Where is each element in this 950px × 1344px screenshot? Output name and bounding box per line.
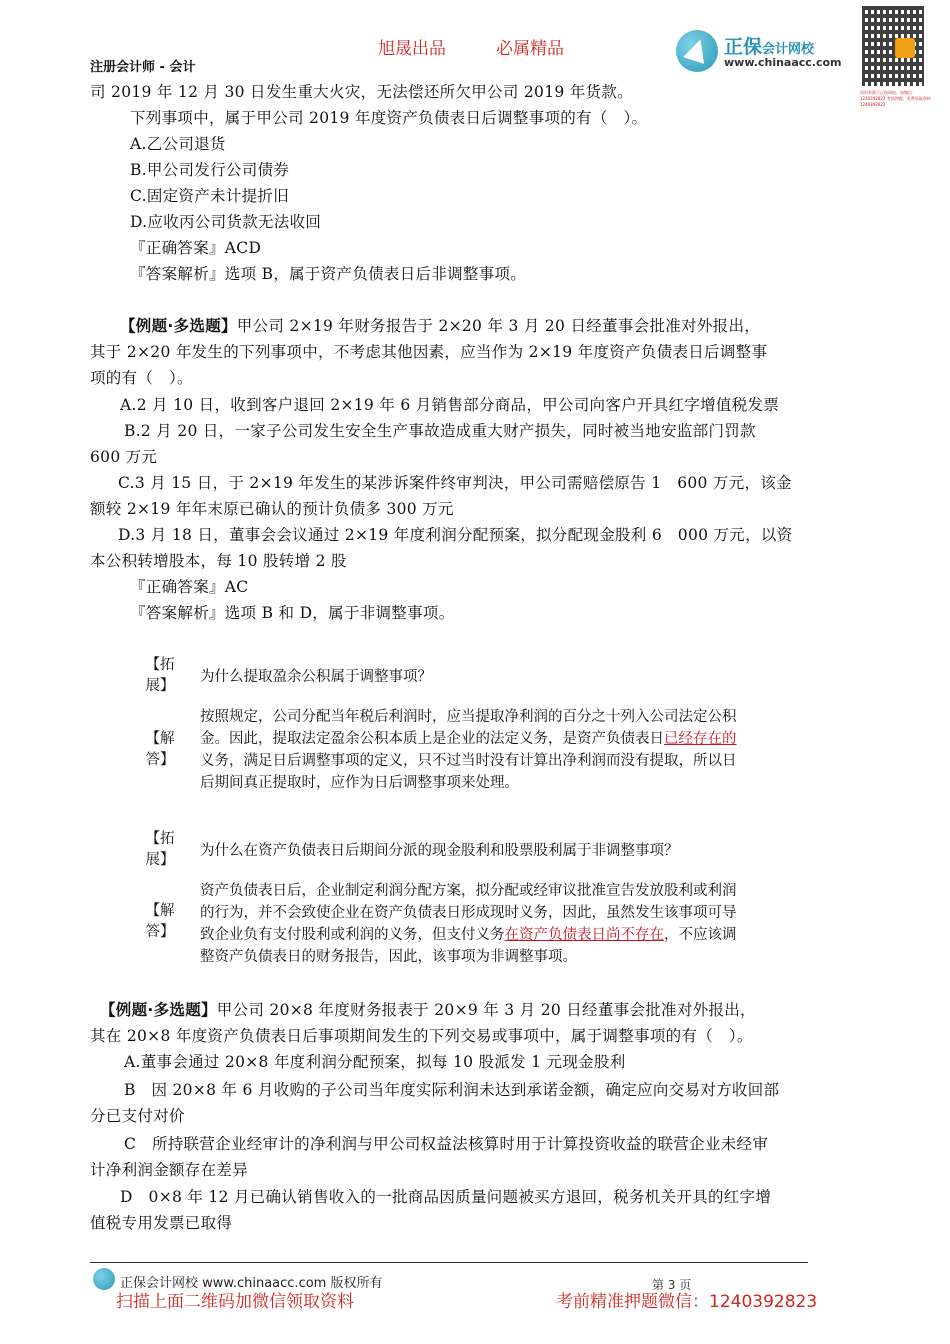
ext1-highlight: 已经存在的 <box>664 731 737 747</box>
example1-answer: 『正确答案』AC <box>130 578 249 596</box>
ext1-answer-4: 后期间真正提取时，应作为日后调整事项来处理。 <box>200 775 519 791</box>
example1-option-d: D.3 月 18 日，董事会会议通过 2×19 年度利润分配预案，拟分配现金股利 6 000 万元，以资 <box>118 526 793 544</box>
qr-badge-icon <box>895 38 915 58</box>
header-slogan-right: 必属精品 <box>496 39 564 59</box>
footer-promo-left: 扫描上面二维码加微信领取资料 <box>116 1292 354 1312</box>
example1-option-b: B.2 月 20 日，一家子公司发生安全生产事故造成重大财产损失，同时被当地安监部门罚款 <box>124 422 756 440</box>
example2-option-c: C 所持联营企业经审计的净利润与甲公司权益法核算时用于计算投资收益的联营企业未经审 <box>124 1135 769 1153</box>
example1-option-c-cont: 额较 2×19 年年末原已确认的预计负债多 300 万元 <box>90 500 454 518</box>
example1-option-b-cont: 600 万元 <box>90 448 158 466</box>
example2-option-b: B 因 20×8 年 6 月收购的子公司当年度实际利润未达到承诺金额，确定应向交易对方收回部 <box>124 1081 780 1099</box>
example2-option-d: D 0×8 年 12 月已确认销售收入的一批商品因质量问题被买方退回，税务机关开具的红字增 <box>120 1188 772 1206</box>
example1-option-c: C.3 月 15 日，于 2×19 年发生的某涉诉案件终审判决，甲公司需赔偿原告 1 600 万元，该金 <box>118 474 792 492</box>
ext1-label: 【拓 展】 <box>145 657 175 694</box>
intro-answer: 『正确答案』ACD <box>130 239 262 257</box>
intro-option-c: C.固定资产未计提折旧 <box>130 187 290 205</box>
intro-line: 司 2019 年 12 月 30 日发生重大火灾，无法偿还所欠甲公司 2019 年货款。 <box>90 83 633 101</box>
ext2-answer-4: 整资产负债表日的财务报告，因此，该事项为非调整事项。 <box>200 949 577 965</box>
page-number: 第 3 页 <box>652 1278 692 1292</box>
ext2-question: 为什么在资产负债表日后期间分派的现金股利和股票股利属于非调整事项？ <box>200 843 679 859</box>
ext2-answer-label: 【解 答】 <box>145 903 175 940</box>
logo-brand: 正保会计网校 <box>724 36 815 58</box>
example1-analysis: 『答案解析』选项 B 和 D，属于非调整事项。 <box>130 604 455 622</box>
subject-title: 注册会计师 - 会计 <box>90 60 196 75</box>
footer-logo-icon <box>93 1268 115 1290</box>
ext2-label: 【拓 展】 <box>145 831 175 868</box>
ext1-answer-3: 义务，满足日后调整事项的定义，只不过当时没有计算出净利润而没有提取，所以日 <box>200 753 737 769</box>
footer-promo-right: 考前精准押题微信：1240392823 <box>556 1292 818 1312</box>
ext2-highlight: 在资产负债表日尚不存在 <box>504 927 664 943</box>
example2-stem-1: 【例题·多选题】甲公司 20×8 年度财务报表于 20×9 年 3 月 20 日经董事会批准对外报出， <box>100 1001 756 1019</box>
example2-option-c-cont: 计净利润金额存在差异 <box>90 1161 249 1179</box>
ext1-answer-1: 按照规定，公司分配当年税后利润时，应当提取净利润的百分之十列入公司法定公积 <box>200 709 737 725</box>
ext1-answer-label: 【解 答】 <box>145 731 175 768</box>
example1-stem-2: 其于 2×20 年发生的下列事项中，不考虑其他因素，应当作为 2×19 年度资产负债表日后调整事 <box>90 343 768 361</box>
chinaacc-logo <box>676 28 856 74</box>
example1-option-d-cont: 本公积转增股本，每 10 股转增 2 股 <box>90 552 347 570</box>
header-slogan-left: 旭晟出品 <box>378 39 446 59</box>
ext1-answer-2: 金。因此，提取法定盈余公积本质上是企业的法定义务，是资产负债表日已经存在的 <box>200 731 737 747</box>
ext1-question: 为什么提取盈余公积属于调整事项？ <box>200 669 432 685</box>
intro-question: 下列事项中，属于甲公司 2019 年度资产负债表日后调整事项的有（ ）。 <box>130 109 648 127</box>
example2-option-d-cont: 值税专用发票已取得 <box>90 1214 233 1232</box>
ext2-answer-1: 资产负债表日后，企业制定利润分配方案，拟分配或经审议批准宣告发放股利或利润 <box>200 883 737 899</box>
example1-stem-3: 项的有（ ）。 <box>90 369 193 387</box>
footer-copyright: 正保会计网校 www.chinaacc.com 版权所有 <box>120 1276 383 1291</box>
example2-option-b-cont: 分已支付对价 <box>90 1107 185 1125</box>
example1-option-a: A.2 月 10 日，收到客户退回 2×19 年 6 月销售部分商品，甲公司向客户开具红字增值税发票 <box>120 396 780 414</box>
footer-divider <box>90 1262 808 1263</box>
ext2-answer-2: 的行为，并不会致使企业在资产负债表日形成现时义务，因此，虽然发生该事项可导 <box>200 905 737 921</box>
logo-emblem-icon <box>676 30 718 72</box>
example1-stem-1: 【例题·多选题】甲公司 2×19 年财务报告于 2×20 年 3 月 20 日经董事会批准对外报出， <box>120 317 761 335</box>
intro-option-a: A.乙公司退货 <box>130 135 226 153</box>
intro-analysis: 『答案解析』选项 B，属于资产负债表日后非调整事项。 <box>130 265 527 283</box>
qr-caption: 资料来源于正保网校，加微信：1240392823 考前押题，免费领取资料 1240392823 <box>860 90 931 107</box>
ext2-answer-3: 致企业负有支付股利或利润的义务，但支付义务在资产负债表日尚不存在，不应该调 <box>200 927 737 943</box>
intro-option-b: B.甲公司发行公司债券 <box>130 161 290 179</box>
example2-stem-2: 其在 20×8 年度资产负债表日后事项期间发生的下列交易或事项中，属于调整事项的有（ ）。 <box>90 1027 753 1045</box>
intro-option-d: D.应收丙公司货款无法收回 <box>130 213 322 231</box>
example2-option-a: A.董事会通过 20×8 年度利润分配预案，拟每 10 股派发 1 元现金股利 <box>124 1053 626 1071</box>
logo-url: www.chinaacc.com <box>724 56 842 69</box>
